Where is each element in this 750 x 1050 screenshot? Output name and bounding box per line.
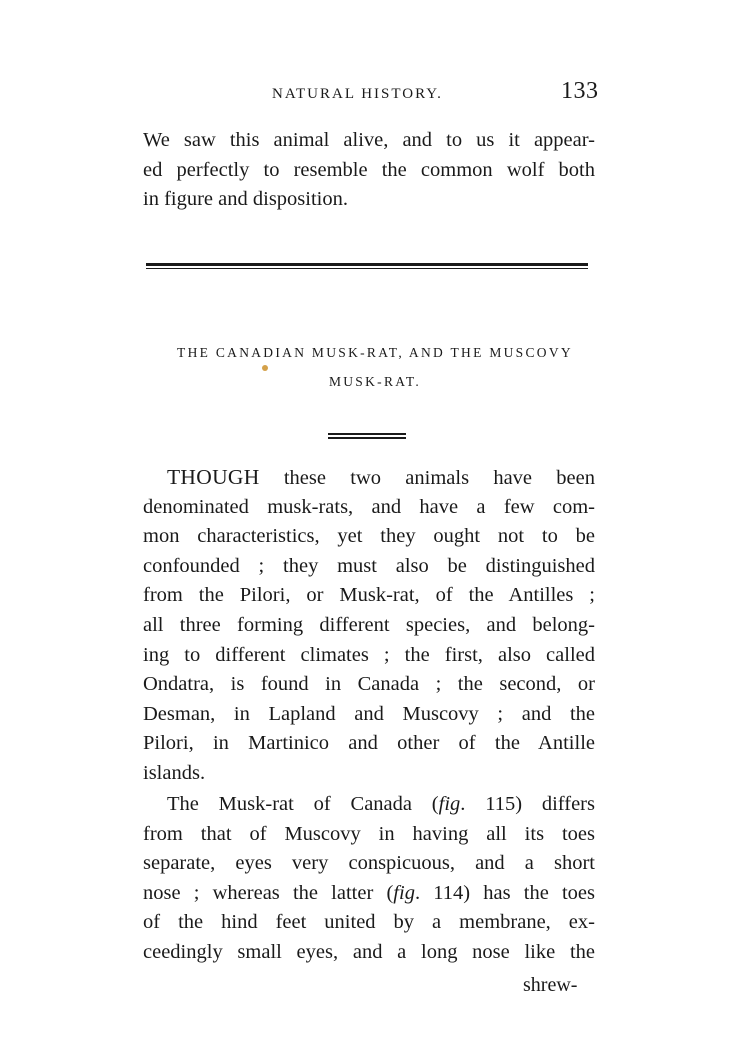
lead-word: THOUGH	[167, 465, 260, 489]
text-fragment: . 114) has the toes	[414, 881, 595, 904]
text-line: We saw this animal alive, and to us it appear-	[143, 129, 595, 151]
text-fragment: these two animals have been	[259, 467, 595, 489]
text-line: of the hind feet united by a membrane, ex-	[143, 911, 595, 934]
text-line: ceedingly small eyes, and a long nose like the	[143, 940, 595, 963]
text-line	[143, 790, 595, 820]
text-line: Pilori, in Martinico and other of the Antille	[143, 732, 595, 755]
title-underline-rule	[328, 433, 406, 439]
fig-reference: fig	[393, 881, 415, 904]
page-number: 133	[561, 78, 599, 104]
text-fragment: The Musk-rat of Canada (	[167, 793, 439, 815]
text-line: islands.	[143, 761, 206, 784]
text-line: ed perfectly to resemble the common wolf both	[143, 158, 595, 181]
text-line: from that of Muscovy in having all its toes	[143, 822, 595, 845]
text-line: ing to different climates ; the first, also called	[143, 643, 595, 666]
catchword: shrew-	[523, 974, 578, 996]
text-line: denominated musk-rats, and have a few com-	[143, 495, 595, 518]
text-fragment: nose ; whereas the latter (	[143, 881, 394, 904]
text-line: Ondatra, is found in Canada ; the second, or	[143, 673, 595, 696]
text-line: confounded ; they must also be distinguished	[143, 554, 595, 577]
paragraph-1	[143, 463, 595, 789]
continued-paragraph	[143, 126, 595, 215]
running-head: NATURAL HISTORY.	[272, 86, 443, 102]
text-line: separate, eyes very conspicuous, and a short	[143, 852, 595, 875]
section-title-line: THE CANADIAN MUSK-RAT, AND THE MUSCOVY	[177, 345, 573, 360]
text-line: in figure and disposition.	[143, 188, 348, 211]
text-line: from the Pilori, or Musk-rat, of the Antilles ;	[143, 584, 595, 607]
text-line: mon characteristics, yet they ought not to be	[143, 525, 595, 548]
text-line	[143, 463, 595, 493]
section-divider-rule	[146, 263, 588, 269]
paragraph-2	[143, 790, 595, 968]
text-line	[143, 879, 595, 909]
fig-reference: fig	[438, 793, 461, 815]
paper-speck	[262, 365, 268, 371]
text-fragment: . 115) differs	[460, 793, 595, 815]
text-line: all three forming different species, and belong-	[143, 613, 595, 636]
section-title	[140, 338, 610, 396]
section-title-line: MUSK-RAT.	[328, 374, 422, 389]
text-line: Desman, in Lapland and Muscovy ; and the	[143, 702, 595, 725]
